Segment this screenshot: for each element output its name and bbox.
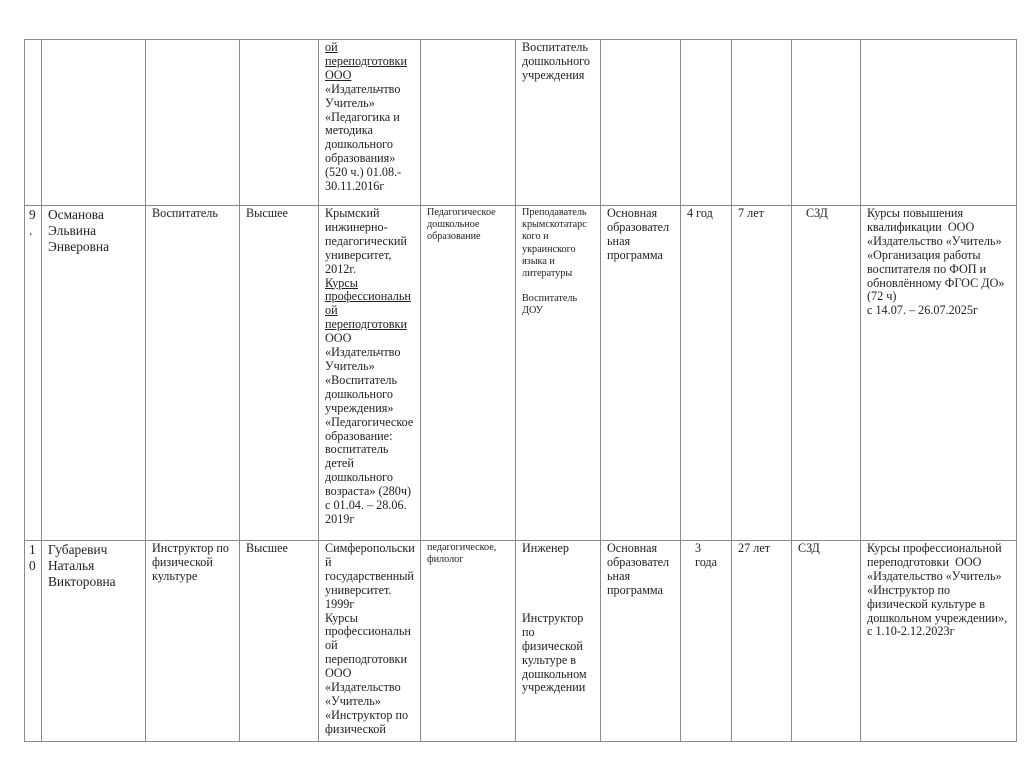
qualification-part-a (522, 207, 595, 280)
text-line: «Педагогическое (325, 414, 414, 429)
text-line: переподготовки (325, 317, 407, 332)
staff-table (24, 39, 1017, 742)
text-line: ой (325, 638, 338, 653)
text-line: ДОУ (522, 305, 543, 317)
text-line: Инженер (522, 541, 570, 555)
text-line: «Издательство (325, 680, 401, 695)
text-line: дошкольном учреждении», (867, 610, 1008, 625)
text-line: методика (325, 123, 373, 138)
text-line: физической (152, 554, 213, 569)
cell-program (601, 206, 681, 541)
text-line: Курсы повышения (867, 206, 964, 220)
text-line: Воспитатель (522, 293, 578, 305)
text-line: (520 ч.) 01.08.- (325, 165, 402, 180)
text-line: Учитель» (325, 358, 375, 373)
text-line: Педагогическое (427, 207, 496, 218)
text-line: ООО (325, 331, 352, 346)
text-line: дошкольное (427, 219, 480, 231)
text-line: 1999г (325, 596, 355, 611)
text-line: образование (427, 231, 481, 243)
text-line: 9 (29, 207, 36, 222)
text-line: физической культуре в (867, 596, 986, 611)
text-line: переподготовки (325, 652, 407, 667)
cell-position (146, 40, 240, 206)
text-line: детей (325, 456, 354, 471)
cell-qualification (516, 541, 601, 742)
text-line: языка и (522, 255, 555, 267)
cell-category (792, 541, 861, 742)
text-line: профессиональн (325, 624, 411, 639)
text-line: года (695, 554, 718, 569)
text-line: крымскотатарс (522, 219, 587, 231)
text-line: кого и (522, 231, 549, 243)
text-line: Учитель» (325, 95, 375, 110)
cell-experience-pedagogical (681, 40, 732, 206)
text-line: «Инструктор по (867, 582, 951, 597)
text-line: обновлённому ФГОС ДО» (867, 275, 1005, 290)
text-line: с 1.10-2.12.2023г (867, 624, 955, 639)
cell-education-level (240, 541, 319, 742)
cell-experience-pedagogical (681, 541, 732, 742)
text-line: 2019г (325, 511, 355, 526)
text-line: квалификации ООО (867, 219, 975, 234)
text-line: переподготовки ООО (867, 554, 982, 569)
text-line: дошкольном (522, 666, 587, 681)
text-line: Эльвина (48, 223, 97, 238)
text-line: «Инструктор по (325, 707, 409, 722)
cell-education-level (240, 206, 319, 541)
experience-total-text: 7 лет (738, 206, 764, 220)
text-line: 3 (695, 541, 702, 555)
table-row (25, 206, 1017, 541)
text-line: переподготовки (325, 53, 407, 68)
text-line: дошкольного (325, 137, 393, 152)
text-line: возраста» (280ч) (325, 484, 412, 499)
text-line: Курсы (325, 610, 358, 625)
text-line: украинского (522, 243, 576, 255)
text-line: образовател (607, 554, 670, 569)
text-line: «Издательчтво (325, 345, 401, 360)
text-line: образовател (607, 219, 670, 234)
text-line: Преподаватель (522, 207, 587, 218)
education-level-text: Высшее (246, 206, 288, 220)
cell-program (601, 40, 681, 206)
cell-specialty (421, 206, 516, 541)
cell-category (792, 40, 861, 206)
table-row (25, 40, 1017, 206)
text-line: ой (325, 303, 338, 318)
text-line: литературы (522, 268, 573, 280)
text-line: по (522, 624, 535, 639)
cell-position (146, 541, 240, 742)
text-line: дошкольного (325, 386, 393, 401)
category-text: СЗД (806, 206, 828, 220)
text-line: физической (522, 638, 583, 653)
text-line: Курсы профессиональной (867, 541, 1002, 555)
text-line: «Издательство «Учитель» (867, 233, 1002, 248)
text-line: «Учитель» (325, 693, 381, 708)
text-line: Губаревич (48, 542, 108, 557)
cell-training (861, 206, 1017, 541)
text-line: ООО (325, 666, 352, 681)
text-line: университет. (325, 582, 392, 597)
cell-institution (319, 40, 421, 206)
experience-total-text: 27 лет (738, 541, 771, 555)
cell-specialty (421, 40, 516, 206)
cell-category (792, 206, 861, 541)
text-line: Османова (48, 207, 104, 222)
text-line: воспитатель (325, 442, 389, 457)
cell-qualification (516, 40, 601, 206)
text-line: «Педагогика и (325, 109, 400, 124)
text-line: с 01.04. – 28.06. (325, 498, 407, 513)
cell-qualification (516, 206, 601, 541)
text-line: дошкольного (522, 53, 590, 68)
text-line: ООО (325, 67, 352, 82)
text-line: образования» (325, 151, 396, 166)
text-line: ьная (607, 233, 631, 248)
text-line: государственный (325, 568, 414, 583)
text-line: 30.11.2016г (325, 179, 385, 194)
cell-experience-pedagogical (681, 206, 732, 541)
text-line: 2012г. (325, 261, 357, 276)
cell-name (42, 206, 146, 541)
cell-education-level (240, 40, 319, 206)
text-line: университет, (325, 247, 392, 262)
cell-specialty (421, 541, 516, 742)
text-line: (72 ч) (867, 289, 897, 304)
text-line: образование: (325, 428, 393, 443)
text-line: Воспитатель (522, 40, 588, 54)
text-line: филолог (427, 554, 464, 566)
text-line: Крымский (325, 206, 380, 220)
text-line: программа (607, 582, 663, 597)
experience-pedagogical-text: 4 год (687, 206, 713, 220)
text-line: «Организация работы (867, 247, 981, 262)
text-line: 1 (29, 542, 36, 557)
text-line: инжинерно- (325, 219, 388, 234)
cell-name (42, 541, 146, 742)
text-line: профессиональн (325, 289, 411, 304)
text-line: культуре в (522, 652, 577, 667)
text-line: й (325, 554, 332, 569)
position-text: Воспитатель (152, 206, 218, 220)
text-line: ой (325, 40, 338, 54)
text-line: педагогическое, (427, 542, 497, 553)
text-line: дошкольного (325, 470, 393, 485)
qualification-part-b (522, 293, 595, 317)
text-line: «Издательство «Учитель» (867, 568, 1002, 583)
text-line: Основная (607, 541, 658, 555)
cell-experience-total (732, 541, 792, 742)
text-line: ьная (607, 568, 631, 583)
text-line: учреждения» (325, 400, 394, 415)
cell-training (861, 541, 1017, 742)
cell-name (42, 40, 146, 206)
text-line: Инструктор по (152, 541, 230, 555)
text-line: 0 (29, 558, 36, 573)
cell-position (146, 206, 240, 541)
text-line: Викторовна (48, 574, 116, 589)
text-line: «Издательчтво (325, 81, 401, 96)
cell-program (601, 541, 681, 742)
text-line: педагогический (325, 233, 407, 248)
qualification-part-b (522, 612, 595, 695)
cell-experience-total (732, 206, 792, 541)
text-line: Наталья (48, 558, 95, 573)
text-line: . (29, 223, 33, 238)
text-line: воспитателя по ФОП и (867, 261, 987, 276)
cell-number (25, 541, 42, 742)
category-text: СЗД (798, 541, 820, 555)
text-line: Курсы (325, 275, 358, 290)
text-line: с 14.07. – 26.07.2025г (867, 303, 978, 318)
text-line: Энверовна (48, 239, 110, 254)
text-line: Инструктор (522, 610, 584, 625)
text-line: физической (325, 721, 386, 736)
education-level-text: Высшее (246, 541, 288, 555)
cell-number (25, 40, 42, 206)
table-row (25, 541, 1017, 742)
cell-number (25, 206, 42, 541)
text-line: учреждения (522, 67, 585, 82)
text-line: культуре (152, 568, 198, 583)
cell-institution (319, 541, 421, 742)
cell-training (861, 40, 1017, 206)
text-line: Основная (607, 206, 658, 220)
text-line: учреждении (522, 680, 586, 695)
cell-experience-total (732, 40, 792, 206)
text-line: Симферопольски (325, 541, 415, 555)
qualification-part-a (522, 542, 595, 556)
cell-institution (319, 206, 421, 541)
text-line: программа (607, 247, 663, 262)
text-line: «Воспитатель (325, 372, 398, 387)
